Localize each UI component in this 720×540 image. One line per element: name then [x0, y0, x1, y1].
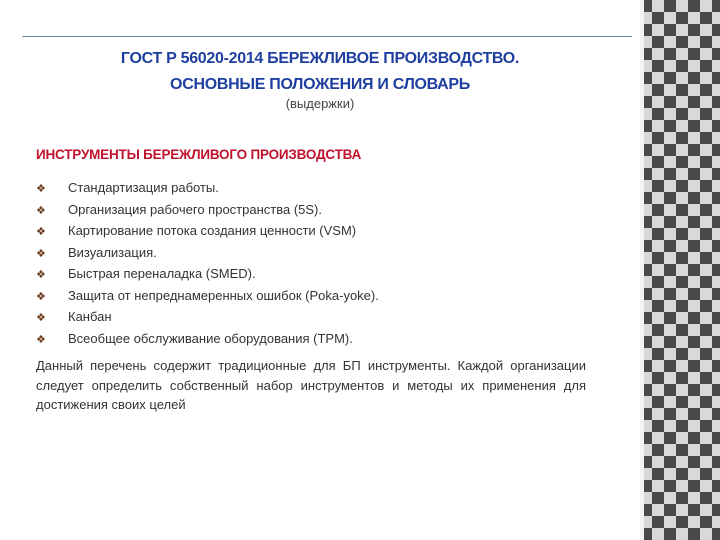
bullet-icon: ❖ [36, 247, 46, 260]
bullet-icon: ❖ [36, 204, 46, 217]
bullet-icon: ❖ [36, 226, 46, 238]
body-paragraph: Данный перечень содержит традиционные для БП инструменты. Каждой организации следует определить собственный набор инструментов и методы их применения для достижения своих целей [36, 358, 586, 412]
list-item-text: Защита от непреднамеренных ошибок (Poka-yoke). [68, 287, 379, 303]
list-item [36, 220, 379, 242]
list-item [36, 263, 379, 285]
list-item-text: Организация рабочего пространства (5S). [68, 201, 322, 217]
section-heading: ИНСТРУМЕНТЫ БЕРЕЖЛИВОГО ПРОИЗВОДСТВА [36, 147, 362, 162]
list-item [36, 177, 379, 199]
bullet-icon: ❖ [36, 312, 46, 324]
bullet-icon: ❖ [36, 183, 46, 195]
title-line-2: ОСНОВНЫЕ ПОЛОЖЕНИЯ И СЛОВАРЬ [170, 76, 470, 93]
decorative-side-panel [640, 0, 720, 540]
top-divider [22, 36, 632, 37]
list-item-text: Быстрая переналадка (SMED). [68, 266, 256, 281]
title-line-1: ГОСТ Р 56020-2014 БЕРЕЖЛИВОЕ ПРОИЗВОДСТВО. [120, 50, 520, 67]
list-item [36, 285, 379, 307]
list-item-text: Всеобщее обслуживание оборудования (TPM). [68, 330, 353, 346]
bullet-icon: ❖ [36, 333, 46, 346]
list-item-text: Визуализация. [68, 244, 157, 260]
list-item [36, 328, 379, 350]
list-item [36, 199, 379, 221]
side-panel-border [640, 0, 644, 540]
list-item [36, 306, 379, 328]
list-item-text: Канбан [68, 309, 112, 324]
bullet-icon: ❖ [36, 269, 46, 281]
list-item-text: Стандартизация работы. [68, 180, 219, 195]
slide-subtitle: (выдержки) [285, 96, 355, 111]
slide-title [0, 46, 640, 98]
bullet-icon: ❖ [36, 290, 46, 303]
list-item [36, 242, 379, 264]
list-item-text: Картирование потока создания ценности (VSM) [68, 223, 357, 238]
tools-list [36, 177, 379, 349]
